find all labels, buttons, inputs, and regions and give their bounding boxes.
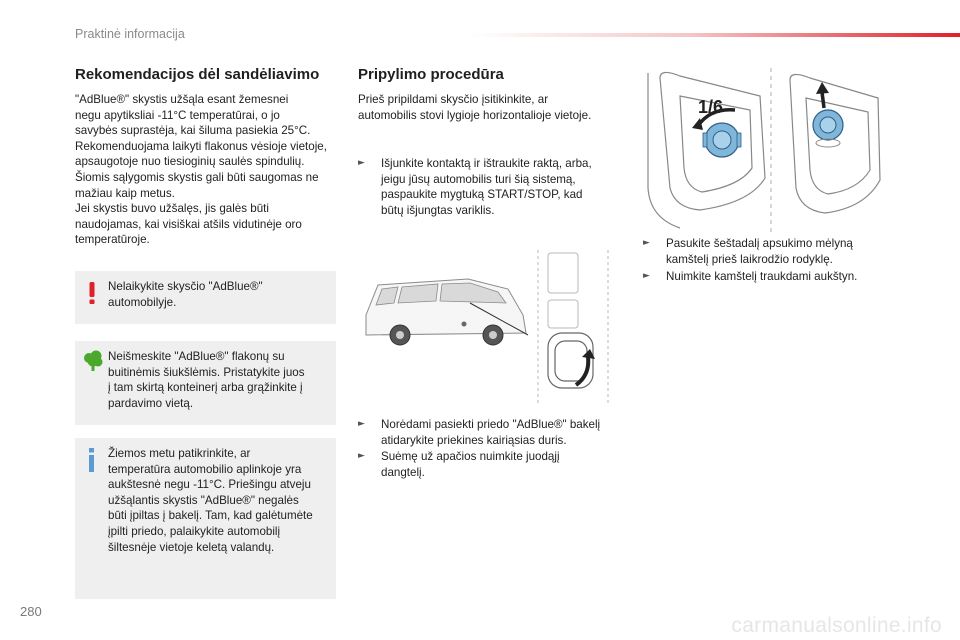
figure-label: 1/6 bbox=[698, 97, 724, 117]
text-line: Rekomenduojama laikyti flakonus vėsioje vietoje, bbox=[75, 139, 327, 153]
warning-box bbox=[75, 271, 336, 324]
text-line: dangtelį. bbox=[381, 465, 425, 479]
text-line: Nuimkite kamštelį traukdami aukštyn. bbox=[666, 270, 858, 283]
text-line: pardavimo vietą. bbox=[108, 396, 194, 410]
text-line: būti įpiltas į bakelį. Tam, kad galėtumėte bbox=[108, 509, 313, 523]
text-line: Norėdami pasiekti priedo "AdBlue®" bakelį bbox=[381, 418, 601, 431]
step-lift-cap bbox=[643, 269, 913, 285]
step-turn-blue-cap bbox=[643, 236, 913, 268]
page-number: 280 bbox=[20, 604, 42, 619]
step-open-door bbox=[358, 417, 628, 449]
text-line: jeigu jūsų automobilis turi šią sistemą, bbox=[381, 172, 576, 186]
text-line: apsaugotoje nuo tiesioginių saulės spindulių. bbox=[75, 155, 305, 169]
text-line: užšąlantis skystis "AdBlue®" negalės bbox=[108, 493, 299, 507]
exclamation-icon bbox=[84, 280, 100, 306]
text-line: kamštelį prieš laikrodžio rodyklę. bbox=[666, 252, 833, 266]
text-line: temperatūra automobilio aplinkoje yra bbox=[108, 462, 302, 476]
section-title: Praktinė informacija bbox=[75, 27, 185, 41]
triangle-bullet-icon: ► bbox=[358, 158, 365, 168]
van-door-illustration bbox=[358, 245, 623, 407]
text-line: šiltesnėje vietoje keletą valandų. bbox=[108, 540, 275, 554]
text-line: į tam skirtą konteinerį arba grąžinkite į bbox=[108, 381, 303, 395]
environment-box bbox=[75, 341, 336, 425]
text-line: Suėmę už apačios nuimkite juodąjį bbox=[381, 450, 560, 463]
text-line: Šiomis sąlygomis skystis gali būti saugomas ne bbox=[75, 170, 319, 184]
storage-paragraph bbox=[75, 92, 345, 248]
text-line: savybės suprastėja, kai šiluma pasiekia 25°C. bbox=[75, 124, 311, 138]
text-line: Prieš pripildami skysčio įsitikinkite, ar bbox=[358, 93, 549, 106]
triangle-bullet-icon: ► bbox=[358, 451, 365, 461]
text-line: įpilti priedo, palaikykite automobilį bbox=[108, 524, 281, 538]
text-line: temperatūroje. bbox=[75, 233, 150, 247]
text-line: Žiemos metu patikrinkite, ar bbox=[108, 447, 251, 460]
filling-heading: Pripylimo procedūra bbox=[358, 66, 504, 83]
text-line: aukštesnė negu -11°C. Priešingu atveju bbox=[108, 478, 311, 492]
text-line: atidarykite priekines kairiąsias duris. bbox=[381, 433, 567, 447]
text-line: buitinėmis šiukšlėmis. Pristatykite juos bbox=[108, 365, 305, 379]
step-ignition-off bbox=[358, 156, 628, 220]
text-line: automobilis stovi lygioje horizontalioje vietoje. bbox=[358, 108, 592, 122]
text-line: naudojamas, kai visiškai atšils vidutinėje oro bbox=[75, 217, 302, 231]
text-line: negu apytiksliai -11°C temperatūrai, o jo bbox=[75, 108, 280, 122]
text-line: Jei skystis buvo užšalęs, jis galės būti bbox=[75, 202, 269, 216]
filling-intro bbox=[358, 92, 628, 123]
text-line: Pasukite šeštadalį apsukimo mėlyną bbox=[666, 237, 853, 250]
watermark: carmanualsonline.info bbox=[731, 614, 942, 637]
triangle-bullet-icon: ► bbox=[358, 419, 365, 429]
text-line: Nelaikykite skysčio "AdBlue®" bbox=[108, 280, 263, 293]
header-accent-line bbox=[470, 33, 960, 37]
info-box bbox=[75, 438, 336, 599]
step-remove-black-cover bbox=[358, 449, 628, 481]
text-line: Išjunkite kontaktą ir ištraukite raktą, arba, bbox=[381, 157, 592, 170]
text-line: paspaukite mygtuką START/STOP, kad bbox=[381, 188, 583, 202]
storage-heading: Rekomendacijos dėl sandėliavimo bbox=[75, 66, 320, 83]
info-icon bbox=[86, 447, 98, 473]
triangle-bullet-icon: ► bbox=[643, 238, 650, 248]
text-line: Neišmeskite "AdBlue®" flakonų su bbox=[108, 350, 285, 363]
triangle-bullet-icon: ► bbox=[643, 271, 650, 281]
text-line: automobilyje. bbox=[108, 295, 177, 309]
cap-removal-illustration bbox=[640, 68, 885, 233]
text-line: būtų išjungtas variklis. bbox=[381, 203, 495, 217]
tree-icon bbox=[82, 350, 104, 372]
text-line: mažiau kaip metus. bbox=[75, 186, 175, 200]
text-line: "AdBlue®" skystis užšąla esant žemesnei bbox=[75, 93, 289, 106]
